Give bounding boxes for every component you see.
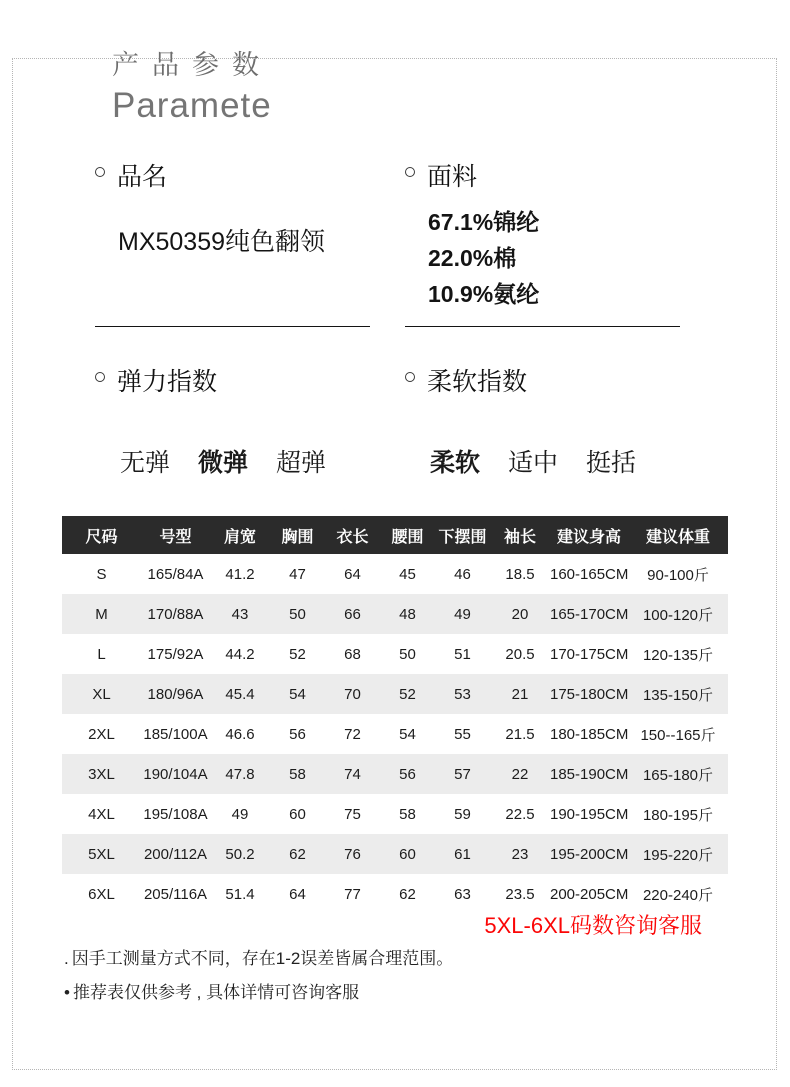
- table-cell: 170-175CM: [550, 645, 629, 663]
- table-cell: 195/108A: [143, 805, 208, 823]
- table-cell: 62: [399, 885, 416, 903]
- table-cell: 49: [231, 805, 249, 823]
- table-row: [62, 874, 728, 914]
- note-line: [64, 942, 790, 976]
- size-table-body: [62, 554, 728, 914]
- section-softness: [405, 365, 680, 479]
- table-cell: 160-165CM: [550, 565, 629, 583]
- table-cell: 2XL: [88, 725, 115, 743]
- table-cell: 175/92A: [147, 645, 204, 663]
- table-cell: 165-180斤: [628, 754, 728, 794]
- table-cell: 52: [380, 674, 435, 714]
- table-cell: 165-170CM: [550, 594, 628, 634]
- table-cell: 180-185CM: [550, 725, 629, 743]
- table-row: [62, 754, 728, 794]
- table-cell: 195-220斤: [628, 834, 728, 874]
- table-cell: 54: [270, 674, 325, 714]
- elasticity-label: 弹力指数: [117, 368, 218, 396]
- table-cell: 52: [289, 645, 306, 663]
- fabric-heading: [405, 160, 680, 194]
- table-cell: 58: [270, 754, 325, 794]
- fabric-item: 22.0%棉: [428, 245, 517, 271]
- column-header: 下摆围: [435, 516, 490, 554]
- softness-label: 柔软指数: [427, 368, 528, 396]
- note-text: 因手工测量方式不同，存在1-2误差皆属合理范围。: [71, 949, 454, 968]
- table-cell: 135-150斤: [628, 674, 728, 714]
- table-cell: 220-240斤: [642, 886, 714, 904]
- size-service-notice: 5XL-6XL码数咨询客服: [484, 913, 702, 938]
- column-header: 衣长: [325, 516, 380, 554]
- elasticity-options: [120, 443, 370, 479]
- table-cell: 175-180CM: [550, 674, 628, 714]
- table-cell: 45.4: [210, 674, 270, 714]
- table-cell: 53: [435, 674, 490, 714]
- column-header: 建议体重: [628, 516, 728, 554]
- fabric-list: [428, 204, 680, 312]
- table-cell: 200-205CM: [550, 885, 629, 903]
- table-cell: 190-195CM: [550, 805, 629, 823]
- table-cell: 185-190CM: [550, 754, 628, 794]
- table-cell: 58: [399, 805, 416, 823]
- ring-bullet-icon: [405, 372, 415, 382]
- table-cell: 60: [380, 834, 435, 874]
- section-product-name: [95, 160, 370, 327]
- table-cell: 22.5: [505, 805, 535, 823]
- table-cell: 44.2: [225, 645, 255, 663]
- note-bullet: •: [64, 983, 70, 1002]
- table-cell: 21: [490, 674, 550, 714]
- page-subtitle: Paramete: [112, 86, 272, 125]
- table-cell: 56: [289, 725, 306, 743]
- table-cell: S: [96, 565, 107, 583]
- table-cell: 76: [325, 834, 380, 874]
- notes: [64, 942, 790, 1010]
- column-header: 肩宽: [210, 516, 270, 554]
- table-cell: 23: [490, 834, 550, 874]
- table-cell: 62: [270, 834, 325, 874]
- table-cell: 22: [490, 754, 550, 794]
- softness-options: [430, 443, 680, 479]
- table-cell: 74: [325, 754, 380, 794]
- table-cell: 185/100A: [143, 725, 208, 743]
- scale-option: 挺括: [586, 449, 637, 477]
- table-cell: 61: [435, 834, 490, 874]
- table-cell: 100-120斤: [628, 594, 728, 634]
- table-cell: 120-135斤: [642, 646, 714, 664]
- table-cell: 150--165斤: [640, 726, 716, 744]
- column-header: 建议身高: [550, 516, 628, 554]
- scale-option: 微弹: [198, 449, 249, 477]
- table-cell: 57: [435, 754, 490, 794]
- table-cell: 23.5: [505, 885, 535, 903]
- scale-option: 超弹: [276, 449, 327, 477]
- table-cell: 50: [399, 645, 416, 663]
- spec-row-top: [0, 160, 790, 327]
- table-row: [62, 714, 728, 754]
- table-cell: 170/88A: [141, 594, 210, 634]
- size-table: [62, 516, 728, 914]
- ring-bullet-icon: [95, 167, 105, 177]
- product-name-heading: [95, 160, 370, 194]
- table-cell: 165/84A: [147, 565, 204, 583]
- product-name-value: MX50359纯色翻领: [118, 228, 326, 256]
- table-cell: 90-100斤: [647, 566, 709, 584]
- section-elasticity: [95, 365, 370, 479]
- table-cell: 21.5: [505, 725, 535, 743]
- fabric-item: 10.9%氨纶: [428, 281, 540, 307]
- table-cell: 55: [454, 725, 471, 743]
- table-cell: 59: [454, 805, 471, 823]
- table-cell: 190/104A: [141, 754, 210, 794]
- table-cell: 51.4: [225, 885, 255, 903]
- table-cell: 20.5: [505, 645, 535, 663]
- table-cell: 56: [380, 754, 435, 794]
- table-cell: 66: [325, 594, 380, 634]
- table-cell: 68: [344, 645, 361, 663]
- table-cell: 70: [325, 674, 380, 714]
- ring-bullet-icon: [405, 167, 415, 177]
- table-cell: 47.8: [210, 754, 270, 794]
- column-header: 尺码: [62, 516, 141, 554]
- table-cell: L: [97, 645, 106, 663]
- table-cell: 60: [289, 805, 306, 823]
- table-cell: 205/116A: [143, 885, 208, 903]
- note-line: [64, 976, 790, 1010]
- table-row: [62, 634, 728, 674]
- page-title: 产品参数: [112, 50, 272, 80]
- column-header: 腰围: [380, 516, 435, 554]
- table-cell: 50.2: [210, 834, 270, 874]
- table-cell: 4XL: [88, 805, 115, 823]
- scale-option: 适中: [508, 449, 559, 477]
- table-row: [62, 794, 728, 834]
- scale-option: 无弹: [120, 449, 171, 477]
- table-cell: 51: [454, 645, 471, 663]
- table-row: [62, 594, 728, 634]
- table-cell: 49: [435, 594, 490, 634]
- page-header: [112, 48, 790, 128]
- elasticity-heading: [95, 365, 370, 399]
- table-cell: XL: [62, 674, 141, 714]
- table-row: [62, 834, 728, 874]
- table-cell: 48: [380, 594, 435, 634]
- table-cell: 47: [289, 565, 306, 583]
- table-cell: 41.2: [225, 565, 255, 583]
- table-cell: 45: [399, 565, 416, 583]
- table-cell: 180/96A: [141, 674, 210, 714]
- table-cell: 64: [344, 565, 361, 583]
- table-cell: 20: [490, 594, 550, 634]
- table-cell: M: [62, 594, 141, 634]
- note-bullet: .: [64, 949, 69, 968]
- table-row: [62, 554, 728, 594]
- softness-heading: [405, 365, 680, 399]
- table-cell: 77: [344, 885, 361, 903]
- ring-bullet-icon: [95, 372, 105, 382]
- table-cell: 54: [399, 725, 416, 743]
- table-cell: 43: [210, 594, 270, 634]
- table-cell: 195-200CM: [550, 834, 628, 874]
- spec-row-bottom: [0, 365, 790, 479]
- table-cell: 5XL: [62, 834, 141, 874]
- table-cell: 6XL: [88, 885, 115, 903]
- size-table-header-row: [62, 516, 728, 554]
- table-row: [62, 674, 728, 714]
- table-cell: 50: [270, 594, 325, 634]
- table-cell: 200/112A: [141, 834, 210, 874]
- fabric-label: 面料: [427, 163, 478, 191]
- table-cell: 180-195斤: [642, 806, 714, 824]
- product-name-label: 品名: [117, 163, 168, 191]
- note-text: 推荐表仅供参考 , 具体详情可咨询客服: [72, 983, 360, 1002]
- section-fabric: [405, 160, 680, 327]
- column-header: 胸围: [270, 516, 325, 554]
- table-cell: 75: [344, 805, 361, 823]
- table-cell: 64: [289, 885, 306, 903]
- table-cell: 18.5: [505, 565, 535, 583]
- table-cell: 46: [454, 565, 471, 583]
- table-cell: 3XL: [62, 754, 141, 794]
- column-header: 号型: [141, 516, 210, 554]
- table-cell: 63: [454, 885, 471, 903]
- fabric-item: 67.1%锦纶: [428, 209, 540, 235]
- scale-option: 柔软: [430, 449, 481, 477]
- table-cell: 46.6: [225, 725, 255, 743]
- table-cell: 72: [344, 725, 361, 743]
- column-header: 袖长: [490, 516, 550, 554]
